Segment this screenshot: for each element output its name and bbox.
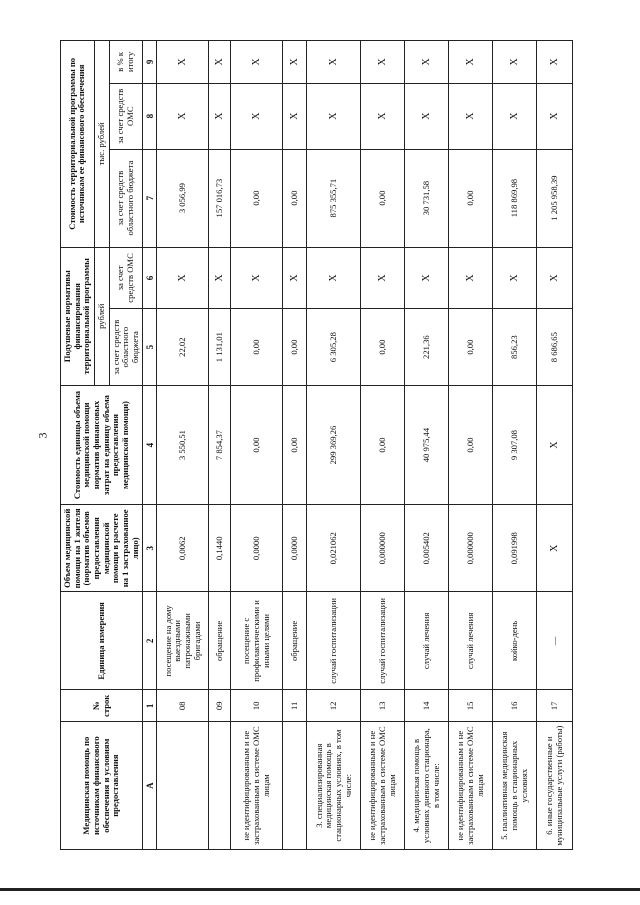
table-row bbox=[405, 41, 449, 850]
row-unit: случай госпитализации bbox=[307, 592, 361, 690]
row-volume: 0,000000 bbox=[361, 505, 405, 592]
header-program-unit: тыс. рублей bbox=[94, 41, 109, 248]
row-cost: 3 550,51 bbox=[157, 385, 209, 504]
row-prog-oms: X bbox=[231, 83, 283, 149]
row-volume: 0,0062 bbox=[157, 505, 209, 592]
table-row bbox=[307, 41, 361, 850]
row-percent: X bbox=[209, 41, 231, 84]
column-number: 2 bbox=[143, 592, 157, 690]
table-row bbox=[493, 41, 537, 850]
row-norm-oms: X bbox=[537, 247, 573, 309]
table-row bbox=[209, 41, 231, 850]
column-number: 4 bbox=[143, 385, 157, 504]
row-unit: случай лечения bbox=[449, 592, 493, 690]
financing-table bbox=[60, 40, 573, 850]
header-row-number: № строк bbox=[61, 690, 143, 722]
row-norm-budget: 0,00 bbox=[231, 309, 283, 386]
row-prog-oms: X bbox=[361, 83, 405, 149]
row-percent: X bbox=[157, 41, 209, 84]
row-number: 10 bbox=[231, 690, 283, 722]
row-number: 15 bbox=[449, 690, 493, 722]
row-prog-budget: 0,00 bbox=[283, 149, 307, 247]
page-bottom-rule bbox=[0, 888, 640, 891]
column-number: 3 bbox=[143, 505, 157, 592]
table-row bbox=[361, 41, 405, 850]
column-number: 6 bbox=[143, 247, 157, 309]
row-cost: 0,00 bbox=[449, 385, 493, 504]
page-number: 3 bbox=[35, 432, 50, 439]
header-source: Медицинская помощь по источникам финансового обеспечения и условиям предоставления bbox=[61, 722, 143, 850]
column-number-row bbox=[143, 41, 157, 850]
row-norm-budget: 8 686,65 bbox=[537, 309, 573, 386]
row-percent: X bbox=[449, 41, 493, 84]
row-norm-budget: 22,02 bbox=[157, 309, 209, 386]
header-unit: Единица измерения bbox=[61, 592, 143, 690]
row-percent: X bbox=[493, 41, 537, 84]
row-norm-oms: X bbox=[209, 247, 231, 309]
header-norms-unit: рублей bbox=[94, 247, 109, 385]
row-cost: 9 307,08 bbox=[493, 385, 537, 504]
row-percent: X bbox=[537, 41, 573, 84]
row-norm-budget: 221,36 bbox=[405, 309, 449, 386]
table-row bbox=[537, 41, 573, 850]
row-number: 17 bbox=[537, 690, 573, 722]
row-number: 16 bbox=[493, 690, 537, 722]
column-number: 7 bbox=[143, 149, 157, 247]
row-cost: 40 975,44 bbox=[405, 385, 449, 504]
row-prog-budget: 0,00 bbox=[231, 149, 283, 247]
subheader-norm-budget: за счет средств областного бюджета bbox=[109, 309, 143, 386]
row-percent: X bbox=[405, 41, 449, 84]
row-prog-budget: 875 355,71 bbox=[307, 149, 361, 247]
row-number: 11 bbox=[283, 690, 307, 722]
row-prog-oms: X bbox=[537, 83, 573, 149]
row-name: не идентифицированным и не застрахованным в системе ОМС лицам bbox=[231, 722, 283, 850]
column-number: 5 bbox=[143, 309, 157, 386]
header-program-cost: Стоимость территориальной программы по источникам ее финансового обеспечения bbox=[61, 41, 95, 248]
row-unit: случай госпитализации bbox=[361, 592, 405, 690]
subheader-norm-oms: за счет средств ОМС bbox=[109, 247, 143, 309]
row-prog-oms: X bbox=[307, 83, 361, 149]
row-prog-oms: X bbox=[493, 83, 537, 149]
row-prog-budget: 157 016,73 bbox=[209, 149, 231, 247]
row-prog-budget: 0,00 bbox=[449, 149, 493, 247]
subheader-percent: в % к итогу bbox=[109, 41, 143, 84]
header-cost: Стоимость единицы объема медицинской помощи норматив финансовых затрат на единицу объема предоставления медицинской помощи) bbox=[61, 385, 143, 504]
column-number: А bbox=[143, 722, 157, 850]
row-percent: X bbox=[361, 41, 405, 84]
row-volume: 0,021062 bbox=[307, 505, 361, 592]
row-volume: 0,0000 bbox=[283, 505, 307, 592]
table-row bbox=[283, 41, 307, 850]
row-cost: 299 369,26 bbox=[307, 385, 361, 504]
row-unit: — bbox=[537, 592, 573, 690]
row-volume: 0,005402 bbox=[405, 505, 449, 592]
row-prog-oms: X bbox=[209, 83, 231, 149]
row-prog-oms: X bbox=[405, 83, 449, 149]
row-name: 6. иные государственные и муниципальные услуги (работы) bbox=[537, 722, 573, 850]
row-prog-oms: X bbox=[157, 83, 209, 149]
row-unit: обращение bbox=[283, 592, 307, 690]
row-percent: X bbox=[307, 41, 361, 84]
rotated-table-container bbox=[60, 40, 580, 850]
row-cost: X bbox=[537, 385, 573, 504]
table-row bbox=[231, 41, 283, 850]
row-prog-budget: 0,00 bbox=[361, 149, 405, 247]
subheader-prog-oms: за счет средств ОМС bbox=[109, 83, 143, 149]
row-norm-budget: 0,00 bbox=[361, 309, 405, 386]
row-name: не идентифицированным и не застрахованным в системе ОМС лицам bbox=[361, 722, 405, 850]
row-norm-budget: 6 305,28 bbox=[307, 309, 361, 386]
row-percent: X bbox=[283, 41, 307, 84]
row-norm-oms: X bbox=[157, 247, 209, 309]
row-number: 12 bbox=[307, 690, 361, 722]
row-number: 13 bbox=[361, 690, 405, 722]
row-norm-budget: 0,00 bbox=[449, 309, 493, 386]
row-volume: 0,000000 bbox=[449, 505, 493, 592]
row-volume: 0,091998 bbox=[493, 505, 537, 592]
row-norm-oms: X bbox=[493, 247, 537, 309]
row-prog-oms: X bbox=[449, 83, 493, 149]
row-prog-budget: 118 869,98 bbox=[493, 149, 537, 247]
row-name: 5. паллиативная медицинская помощь в стационарных условиях bbox=[493, 722, 537, 850]
subheader-prog-budget: за счет средств областного бюджета bbox=[109, 149, 143, 247]
row-name bbox=[157, 722, 209, 850]
row-norm-budget: 856,23 bbox=[493, 309, 537, 386]
row-unit: обращение bbox=[209, 592, 231, 690]
row-percent: X bbox=[231, 41, 283, 84]
row-cost: 0,00 bbox=[231, 385, 283, 504]
column-number: 1 bbox=[143, 690, 157, 722]
column-number: 8 bbox=[143, 83, 157, 149]
row-name bbox=[209, 722, 231, 850]
row-name: 4. медицинская помощь в условиях дневного стационара, в том числе: bbox=[405, 722, 449, 850]
table-row bbox=[157, 41, 209, 850]
row-norm-oms: X bbox=[405, 247, 449, 309]
row-norm-oms: X bbox=[283, 247, 307, 309]
row-cost: 0,00 bbox=[361, 385, 405, 504]
row-unit: случай лечения bbox=[405, 592, 449, 690]
header-volume: Объем медицинской помощи на 1 жителя (норматив объемов предоставления медицинской помощи в расчете на 1 застрахованное лицо) bbox=[61, 505, 143, 592]
row-norm-oms: X bbox=[361, 247, 405, 309]
row-norm-oms: X bbox=[231, 247, 283, 309]
row-prog-budget: 3 056,99 bbox=[157, 149, 209, 247]
row-prog-budget: 30 731,58 bbox=[405, 149, 449, 247]
row-volume: 0,0000 bbox=[231, 505, 283, 592]
row-prog-budget: 1 205 958,39 bbox=[537, 149, 573, 247]
row-number: 09 bbox=[209, 690, 231, 722]
row-norm-budget: 1 131,01 bbox=[209, 309, 231, 386]
row-prog-oms: X bbox=[283, 83, 307, 149]
row-number: 14 bbox=[405, 690, 449, 722]
row-unit: посещение на дому выездными патронажными бригадами bbox=[157, 592, 209, 690]
row-unit: посещение с профилактическими и иными целями bbox=[231, 592, 283, 690]
row-name: 3. специализированная медицинская помощь в стационарных условиях, в том числе: bbox=[307, 722, 361, 850]
row-norm-oms: X bbox=[307, 247, 361, 309]
row-cost: 7 854,37 bbox=[209, 385, 231, 504]
table-row bbox=[449, 41, 493, 850]
row-norm-budget: 0,00 bbox=[283, 309, 307, 386]
row-name bbox=[283, 722, 307, 850]
row-number: 08 bbox=[157, 690, 209, 722]
row-name: не идентифицированным и не застрахованным в системе ОМС лицам bbox=[449, 722, 493, 850]
row-volume: X bbox=[537, 505, 573, 592]
column-number: 9 bbox=[143, 41, 157, 84]
row-norm-oms: X bbox=[449, 247, 493, 309]
row-volume: 0,1440 bbox=[209, 505, 231, 592]
row-cost: 0,00 bbox=[283, 385, 307, 504]
row-unit: койко-день bbox=[493, 592, 537, 690]
header-norms: Подушевые нормативы финансирования территориальной программы bbox=[61, 247, 95, 385]
